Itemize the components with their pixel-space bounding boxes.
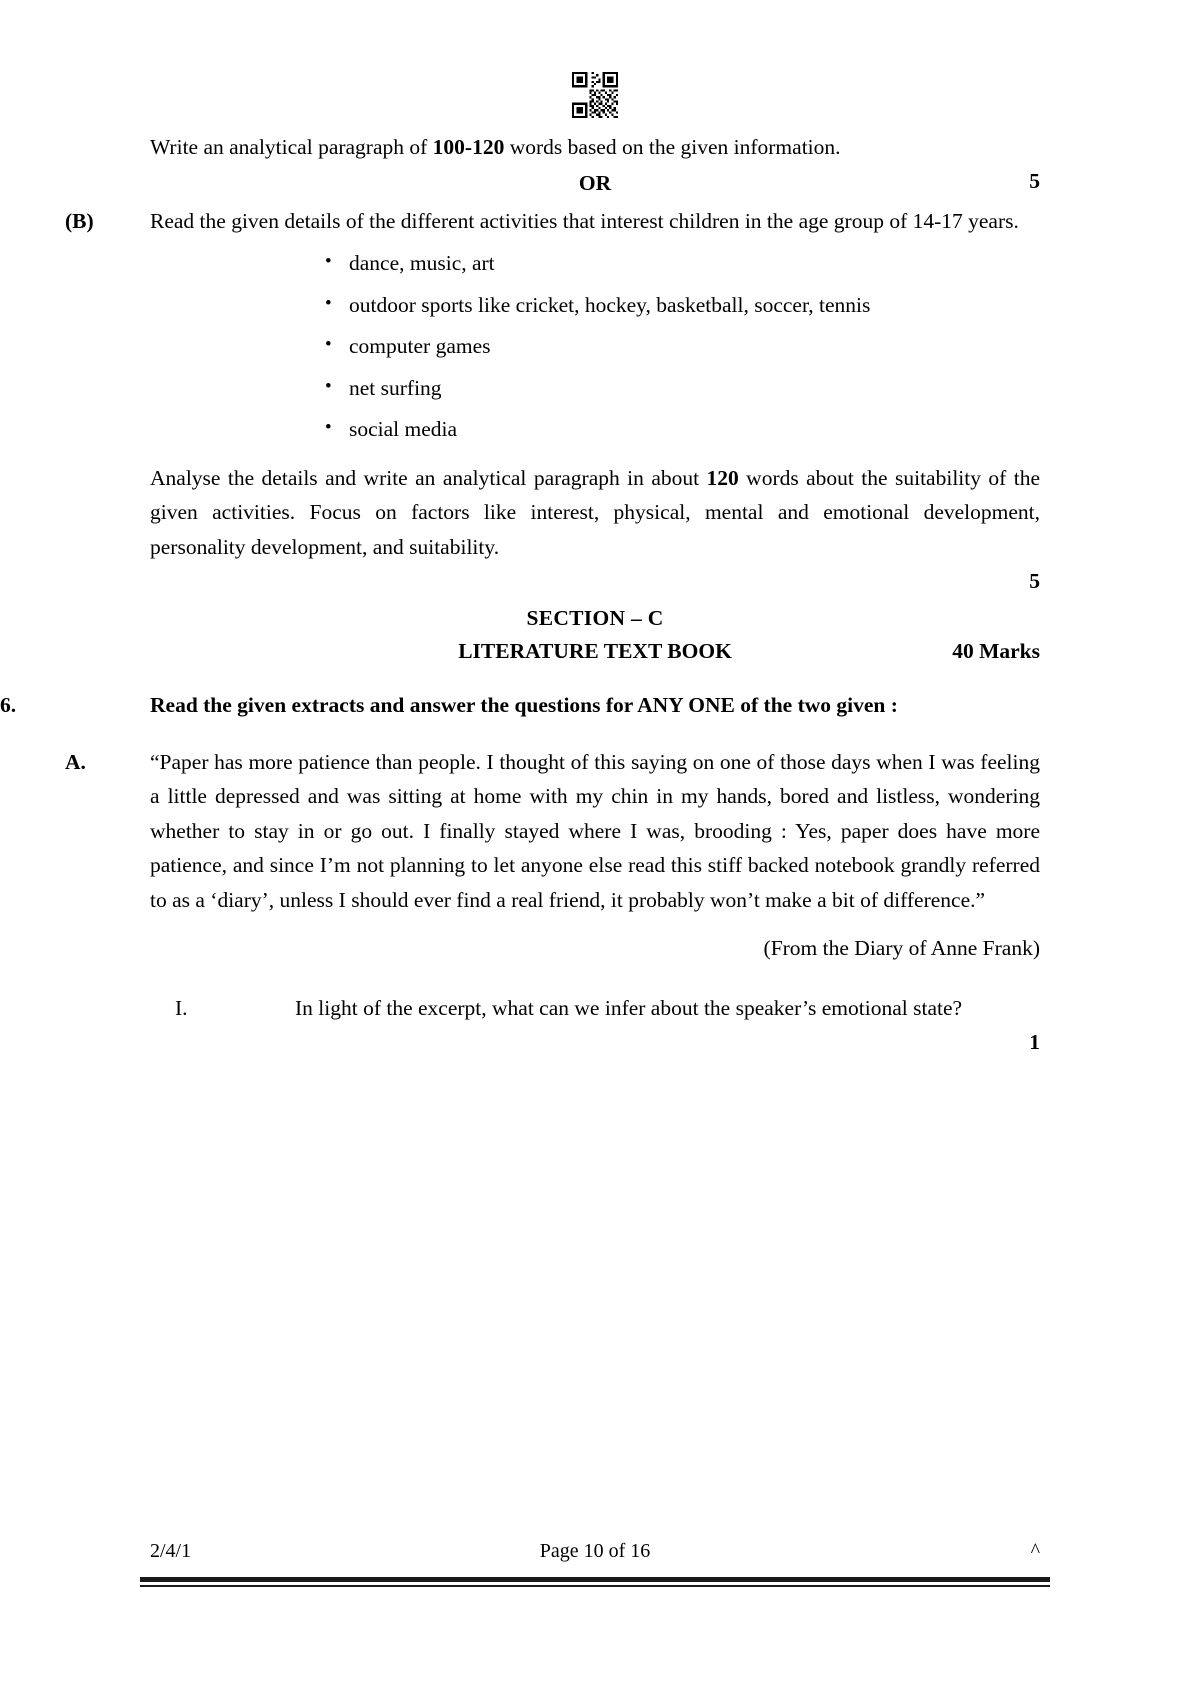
extract-a	[65, 745, 1040, 918]
paper-code: 2/4/1	[150, 1540, 192, 1562]
page-footer	[150, 1540, 1040, 1563]
intro-word-count: 100-120	[432, 135, 505, 159]
part-b-marker: (B)	[65, 208, 94, 233]
list-item: • social media	[325, 412, 969, 447]
list-item: • computer games	[325, 329, 969, 364]
part-b-paragraph	[65, 204, 1040, 239]
question-6-number: 6.	[0, 693, 17, 717]
page-number: Page 10 of 16	[539, 1540, 651, 1562]
caret-mark: ^	[1030, 1540, 1040, 1562]
analyse-text-after: words about the suitability of the given activities. Focus on factors like interest, physical, mental and emotional development, personality development, and suitability.	[150, 465, 1040, 559]
section-marks: 40 Marks	[952, 639, 1040, 663]
or-divider: OR	[578, 170, 612, 195]
question-6	[0, 688, 1040, 723]
list-item: • dance, music, art	[325, 246, 969, 281]
analyse-text-before: Analyse the details and write an analytical paragraph in about	[150, 465, 707, 490]
section-title: SECTION – C	[526, 606, 664, 630]
analyse-word-count: 120	[706, 465, 739, 490]
literature-heading-row	[150, 639, 1040, 664]
list-item: • net surfing	[325, 371, 969, 406]
qr-code-icon	[572, 72, 618, 118]
activities-list	[150, 246, 1040, 447]
question-6-text: Read the given extracts and answer the questions for ANY ONE of the two given :	[150, 693, 898, 717]
intro-paragraph	[150, 130, 1040, 193]
extract-attribution: (From the Diary of Anne Frank)	[763, 936, 1040, 960]
page-content	[0, 130, 1040, 1054]
intro-text-after: words based on the given information.	[504, 135, 841, 159]
intro-marks: 5	[1029, 169, 1040, 193]
footer-rule-thin	[140, 1585, 1050, 1587]
footer-rules	[140, 1577, 1050, 1587]
intro-text-before: Write an analytical paragraph of	[150, 135, 433, 159]
extract-a-marker: A.	[65, 749, 86, 774]
part-b-text: Read the given details of the different activities that interest children in the age group of 14-17 years.	[150, 208, 1019, 233]
analyse-paragraph	[150, 461, 1040, 593]
footer-rule-thick	[140, 1577, 1050, 1582]
sub-question-i	[175, 991, 1040, 1054]
sub-question-i-marks: 1	[1029, 1030, 1040, 1054]
qr-code-wrapper	[0, 72, 1190, 118]
literature-title: LITERATURE TEXT BOOK	[458, 639, 732, 663]
extract-a-text: “Paper has more patience than people. I thought of this saying on one of those days when I was feeling a little depressed and was sitting at home with my chin in my hands, bored and listless, wondering whether to stay in or go out. I finally stayed where I was, brooding : Yes, paper does have more patience, and since I’m not planning to let anyone else read this stiff backed notebook grandly referred to as a ‘diary’, unless I should ever find a real friend, it probably won’t make a bit of difference.”	[150, 749, 1040, 912]
list-item: • outdoor sports like cricket, hockey, basketball, soccer, tennis	[325, 288, 969, 323]
sub-question-i-roman: I.	[175, 996, 188, 1020]
analyse-marks: 5	[1029, 568, 1040, 593]
sub-question-i-text: In light of the excerpt, what can we infer about the speaker’s emotional state?	[295, 996, 963, 1020]
